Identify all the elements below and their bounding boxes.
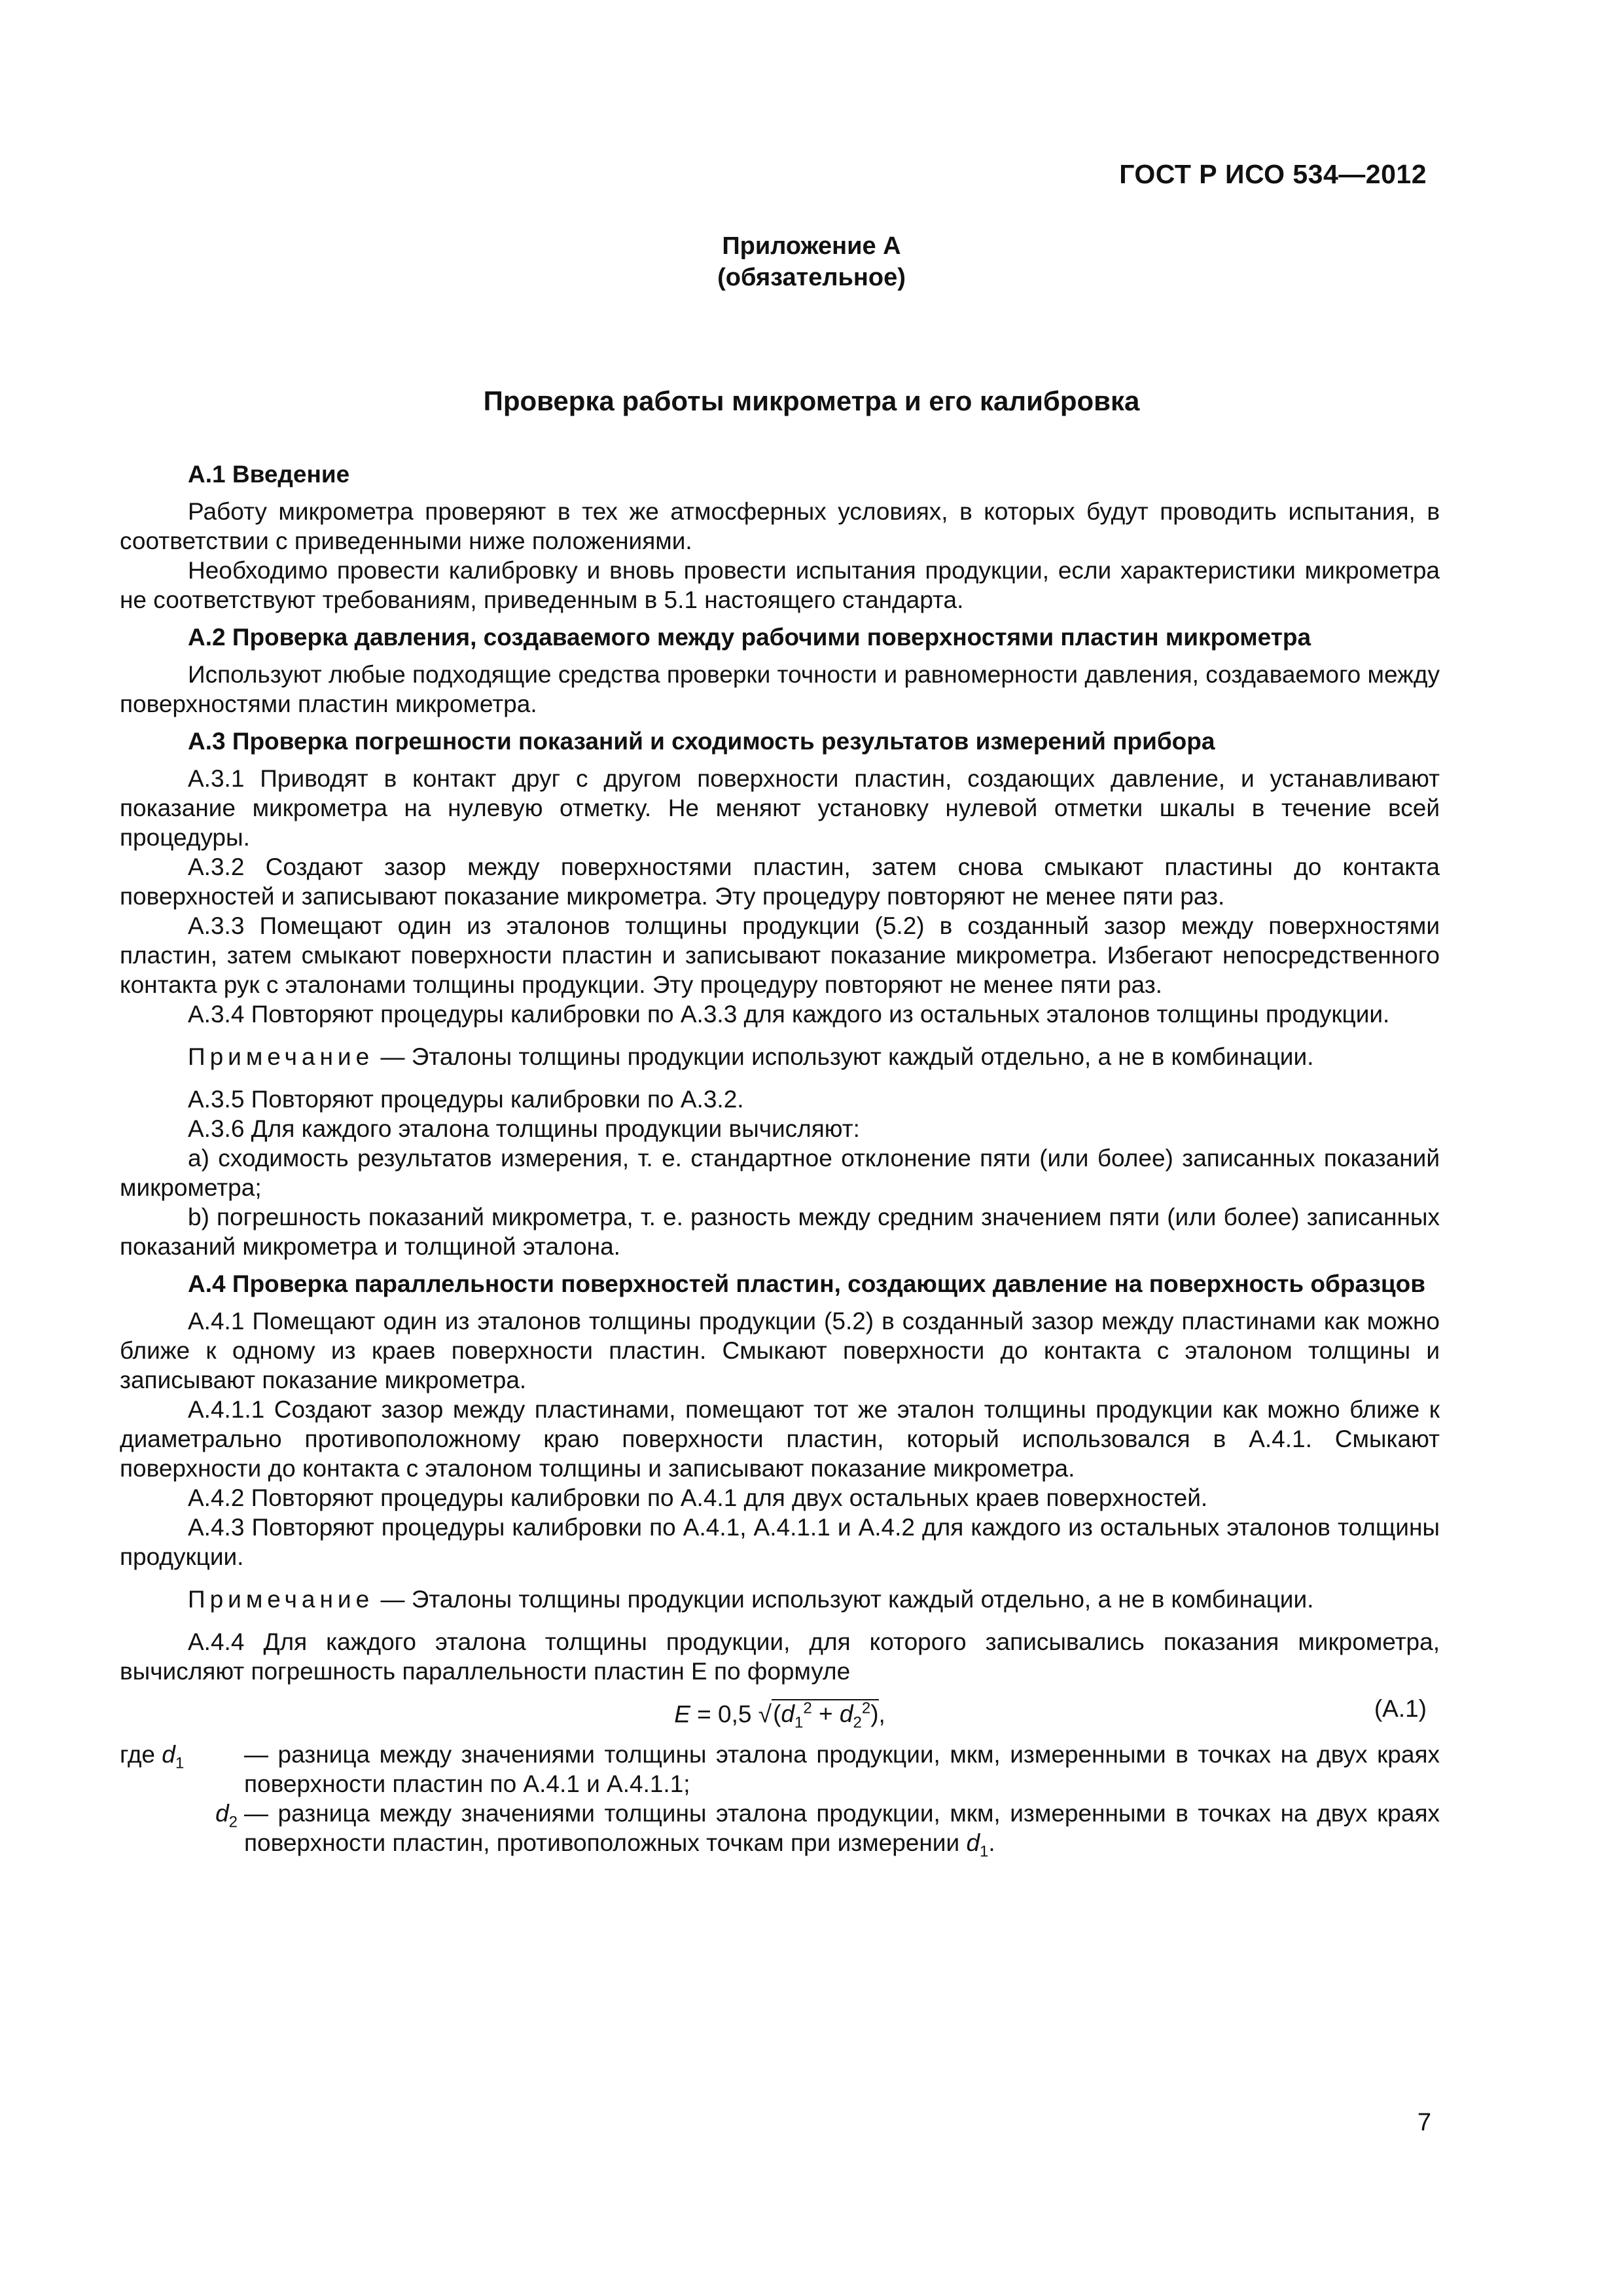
formula-number: (А.1) <box>1374 1695 1427 1722</box>
paragraph: А.3.6 Для каждого эталона толщины продукции вычисляют: <box>188 1115 860 1142</box>
formula-expression: E = 0,5 $√(d_1^2 + d_2^2)$, <box>674 1700 885 1732</box>
paragraph: Необходимо провести калибровку и вновь провести испытания продукции, если характеристики микрометра не соответствуют требованиям, приведенным в 5.1 настоящего стандарта. <box>120 557 1440 613</box>
section-heading-a4: А.4 Проверка параллельности поверхностей пластин, создающих давление на поверхность образцов <box>188 1270 1425 1297</box>
document-body <box>120 452 1440 1866</box>
radicand: $(d_1^2 + d_2^2)$ <box>773 1700 879 1732</box>
paragraph: А.3.5 Повторяют процедуры калибровки по А.3.2. <box>188 1086 744 1113</box>
annex-status: (обязательное) <box>717 264 906 291</box>
definition-d2: $d_2$ — разница между значениями толщины эталона продукции, мкм, измеренными в точках на двух краях поверхности пластин, противоположных точкам при измерении $d_1$. <box>215 1800 1440 1861</box>
list-item: b) погрешность показаний микрометра, т. е. разность между средним значением пяти (или более) записанных показаний микрометра и толщиной эталона. <box>120 1204 1440 1260</box>
paragraph: А.4.1 Помещают один из эталонов толщины продукции (5.2) в созданный зазор между пластинами как можно ближе к одному из краев поверхности пластин. Смыкают поверхности до контакта с эталоном толщины и записывают показание микрометра. <box>120 1308 1440 1393</box>
paragraph: Работу микрометра проверяют в тех же атмосферных условиях, в которых будут проводить испытания, в соответствии с приведенными ниже положениями. <box>120 498 1440 554</box>
paragraph: А.4.3 Повторяют процедуры калибровки по А.4.1, А.4.1.1 и А.4.2 для каждого из остальных эталонов толщины продукции. <box>120 1514 1440 1570</box>
section-heading-a3: А.3 Проверка погрешности показаний и сходимость результатов измерений прибора <box>188 728 1215 755</box>
definition-d1: где $d_1$ — разница между значениями толщины эталона продукции, мкм, измеренными в точках на двух краях поверхности пластин по А.4.1 и А.4.1.1; <box>120 1741 1440 1797</box>
note-text: — Эталоны толщины продукции используют каждый отдельно, а не в комбинации. <box>380 1586 1314 1613</box>
sqrt-icon: √ <box>758 1700 772 1728</box>
paragraph: А.4.1.1 Создают зазор между пластинами, помещают тот же эталон толщины продукции как можно ближе к диаметрально противоположному краю поверхности пластин, который использовался в А.4.1. Смыкают поверхности до контакта с эталоном толщины и записывают показание микрометра. <box>120 1396 1440 1482</box>
paragraph: А.3.1 Приводят в контакт друг с другом поверхности пластин, создающих давление, и устанавливают показание микрометра на нулевую отметку. Не меняют установку нулевой отметки шкалы в течение всей процедуры. <box>120 765 1440 851</box>
paragraph: А.4.2 Повторяют процедуры калибровки по А.4.1 для двух остальных краев поверхностей. <box>188 1484 1208 1511</box>
section-heading-a2: А.2 Проверка давления, создаваемого между рабочими поверхностями пластин микрометра <box>188 624 1311 651</box>
paragraph: Используют любые подходящие средства проверки точности и равномерности давления, создаваемого между поверхностями пластин микрометра. <box>120 661 1440 717</box>
paragraph: А.3.2 Создают зазор между поверхностями пластин, затем снова смыкают пластины до контакта поверхностей и записывают показание микрометра. Эту процедуру повторяют не менее пяти раз. <box>120 853 1440 910</box>
note <box>120 1585 1440 1614</box>
symbol-definitions <box>120 1740 1440 1866</box>
formula-a1 <box>120 1689 1440 1734</box>
annex-title: Проверка работы микрометра и его калибровка <box>483 386 1140 416</box>
page-number: 7 <box>1417 2109 1431 2136</box>
note-label: Примечание <box>188 1586 374 1613</box>
section-heading-a1: А.1 Введение <box>188 461 350 488</box>
paragraph: А.4.4 Для каждого эталона толщины продукции, для которого записывались показания микрометра, вычисляют погрешность параллельности пластин E по формуле <box>120 1628 1440 1685</box>
paragraph: А.3.4 Повторяют процедуры калибровки по А.3.3 для каждого из остальных эталонов толщины продукции. <box>188 1001 1390 1028</box>
note-label: Примечание <box>188 1043 374 1070</box>
note <box>120 1042 1440 1071</box>
annex-label: Приложение А <box>722 232 901 260</box>
note-text: — Эталоны толщины продукции используют каждый отдельно, а не в комбинации. <box>380 1043 1314 1070</box>
standard-code: ГОСТ Р ИСО 534—2012 <box>1119 159 1427 189</box>
paragraph: А.3.3 Помещают один из эталонов толщины продукции (5.2) в созданный зазор между поверхностями пластин, затем смыкают поверхности пластин и записывают показание микрометра. Избегают непосредственного контакта рук с эталонами толщины продукции. Эту процедуру повторяют не менее пяти раз. <box>120 912 1440 998</box>
list-item: а) сходимость результатов измерения, т. е. стандартное отклонение пяти (или более) записанных показаний микрометра; <box>120 1145 1440 1201</box>
